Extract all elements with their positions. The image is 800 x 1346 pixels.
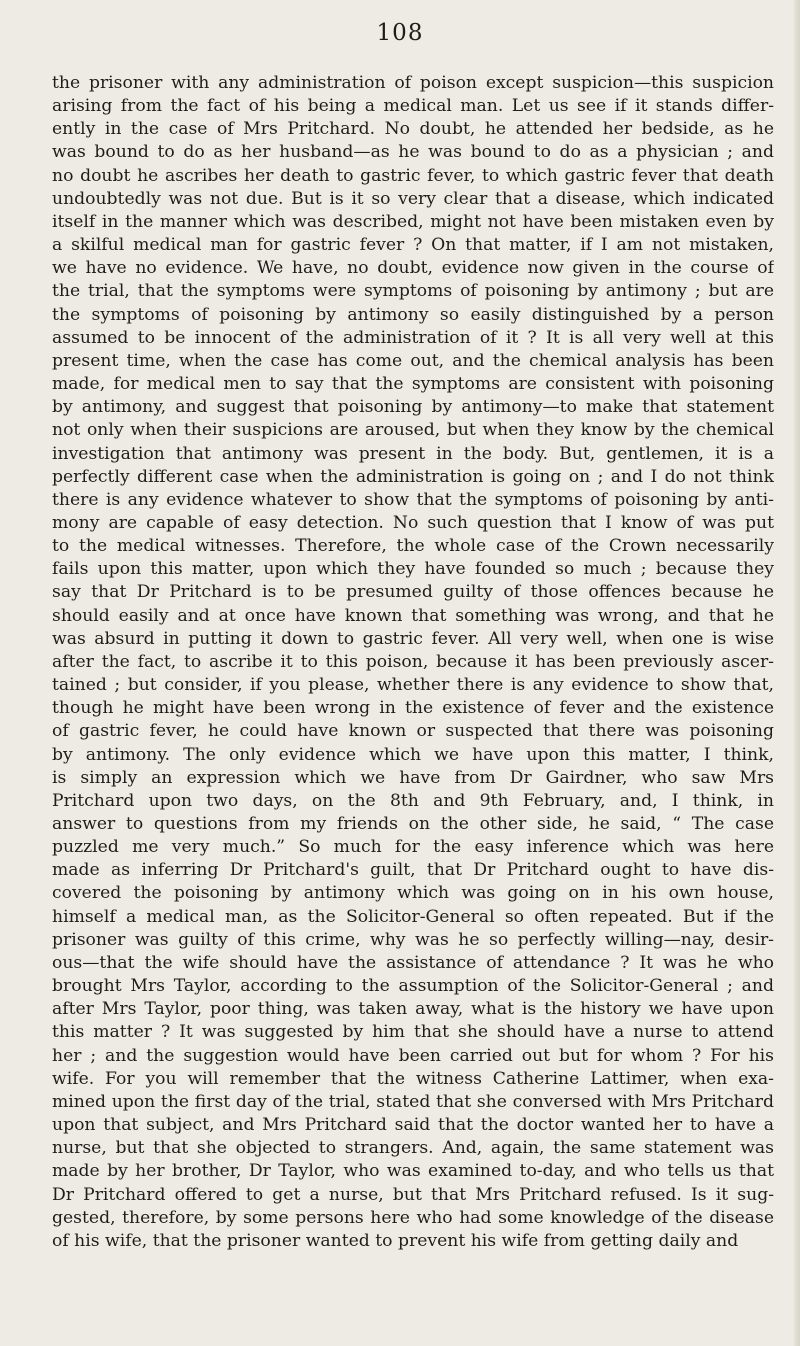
- text-line: though he might have been wrong in the existence of fever and the existence: [52, 698, 774, 719]
- text-line: of his wife, that the prisoner wanted to prevent his wife from getting daily and: [52, 1230, 739, 1251]
- text-line: covered the poisoning by antimony which was going on in his own house,: [52, 883, 774, 904]
- text-line: should easily and at once have known that something was wrong, and that he: [52, 605, 774, 626]
- text-line: assumed to be innocent of the administration of it ? It is all very well at this: [52, 327, 774, 348]
- text-line: say that Dr Pritchard is to be presumed guilty of those offences because he: [52, 582, 774, 603]
- text-line: made as inferring Dr Pritchard's guilt, that Dr Pritchard ought to have dis-: [52, 860, 774, 881]
- page-edge: [794, 0, 800, 1346]
- text-line: a skilful medical man for gastric fever ? On that matter, if I am not mistaken,: [52, 235, 774, 256]
- text-line: of gastric fever, he could have known or suspected that there was poisoning: [52, 721, 774, 742]
- text-line: made, for medical men to say that the symptoms are consistent with poisoning: [52, 374, 774, 395]
- text-line: her ; and the suggestion would have been carried out but for whom ? For his: [52, 1045, 774, 1066]
- text-line: wife. For you will remember that the witness Catherine Lattimer, when exa-: [52, 1068, 774, 1089]
- text-line: himself a medical man, as the Solicitor-General so often repeated. But if the: [52, 906, 774, 927]
- text-line: arising from the fact of his being a medical man. Let us see if it stands differ-: [52, 96, 774, 117]
- text-line: ently in the case of Mrs Pritchard. No doubt, he attended her bedside, as he: [52, 119, 774, 140]
- text-line: itself in the manner which was described, might not have been mistaken even by: [52, 211, 774, 232]
- text-line: gested, therefore, by some persons here who had some knowledge of the disease: [52, 1207, 774, 1228]
- text-line: nurse, but that she objected to strangers. And, again, the same statement was: [52, 1138, 774, 1159]
- text-line: undoubtedly was not due. But is it so very clear that a disease, which indicated: [52, 188, 774, 209]
- text-line: mony are capable of easy detection. No such question that I know of was put: [52, 512, 774, 533]
- text-line: the symptoms of poisoning by antimony so easily distinguished by a person: [52, 304, 774, 325]
- text-line: ous—that the wife should have the assistance of attendance ? It was he who: [52, 952, 774, 973]
- text-line: present time, when the case has come out, and the chemical analysis has been: [52, 350, 774, 371]
- text-line: to the medical witnesses. Therefore, the whole case of the Crown necessarily: [52, 536, 774, 557]
- text-line: prisoner was guilty of this crime, why was he so perfectly willing—nay, desir-: [52, 929, 774, 950]
- text-line: Dr Pritchard offered to get a nurse, but that Mrs Pritchard refused. Is it sug-: [52, 1184, 774, 1205]
- text-line: this matter ? It was suggested by him that she should have a nurse to attend: [52, 1022, 774, 1043]
- text-line: fails upon this matter, upon which they have founded so much ; because they: [52, 559, 774, 580]
- text-line: by antimony. The only evidence which we have upon this matter, I think,: [52, 744, 774, 765]
- body-paragraph: [52, 72, 774, 1253]
- text-line: answer to questions from my friends on the other side, he said, “ The case: [52, 814, 774, 834]
- text-line: upon that subject, and Mrs Pritchard said that the doctor wanted her to have a: [52, 1115, 774, 1136]
- text-line: puzzled me very much.” So much for the easy inference which was here: [52, 837, 774, 858]
- text-line: was bound to do as her husband—as he was bound to do as a physician ; and: [52, 142, 774, 163]
- text-line: there is any evidence whatever to show that the symptoms of poisoning by anti-: [52, 489, 774, 510]
- text-line: is simply an expression which we have from Dr Gairdner, who saw Mrs: [52, 767, 774, 788]
- text-line: investigation that antimony was present in the body. But, gentlemen, it is a: [52, 443, 774, 464]
- page-number: 108: [376, 20, 424, 46]
- text-line: after Mrs Taylor, poor thing, was taken away, what is the history we have upon: [52, 999, 774, 1020]
- text-line: brought Mrs Taylor, according to the assumption of the Solicitor-General ; and: [52, 976, 774, 997]
- text-line: made by her brother, Dr Taylor, who was examined to-day, and who tells us that: [52, 1161, 774, 1182]
- text-line: the trial, that the symptoms were symptoms of poisoning by antimony ; but are: [52, 281, 774, 302]
- text-line: after the fact, to ascribe it to this poison, because it has been previously ascer-: [52, 651, 774, 672]
- text-line: not only when their suspicions are aroused, but when they know by the chemical: [52, 420, 774, 441]
- text-line: perfectly different case when the administration is going on ; and I do not think: [52, 466, 774, 487]
- text-line: was absurd in putting it down to gastric fever. All very well, when one is wise: [52, 628, 774, 649]
- text-line: mined upon the first day of the trial, stated that she conversed with Mrs Pritchard: [52, 1091, 774, 1112]
- text-line: tained ; but consider, if you please, whether there is any evidence to show that,: [52, 675, 774, 696]
- text-line: no doubt he ascribes her death to gastric fever, to which gastric fever that death: [52, 165, 774, 186]
- text-line: we have no evidence. We have, no doubt, evidence now given in the course of: [52, 258, 774, 279]
- text-line: the prisoner with any administration of poison except suspicion—this suspicion: [52, 73, 774, 93]
- text-line: Pritchard upon two days, on the 8th and 9th February, and, I think, in: [52, 790, 774, 811]
- text-line: by antimony, and suggest that poisoning by antimony—to make that statement: [52, 397, 774, 418]
